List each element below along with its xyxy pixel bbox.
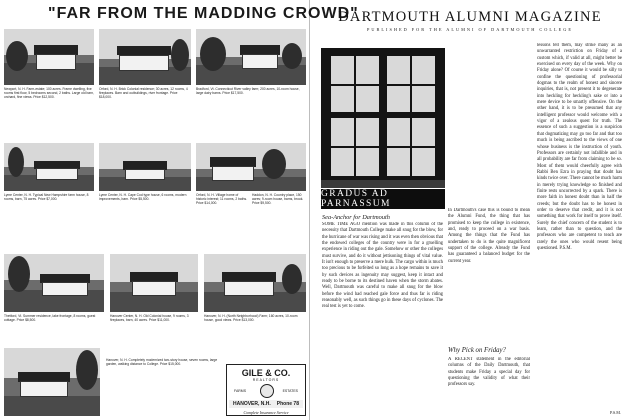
listing-photo-thetford <box>4 254 104 312</box>
listing-photo-hanover-north <box>204 254 306 312</box>
article-paragraph: In Dartmouth's case this is bound to mean the Alumni Fund, the thing that has promised to keep the college in existence, and, ready to proceed on a war basis. Among the things that the Fund has undertaken to do is the quite magnificent support of the college. Already the Fund has guaranteed a balanced budget for the current year. <box>448 208 530 264</box>
realtor-estates-label: ESTATES <box>282 389 298 393</box>
listing-photo-orford-brick <box>99 29 191 85</box>
realtor-emblem-icon <box>260 384 274 398</box>
listing-caption: Hanover, N. H. (North Neighborhood) Farm; 160 acres, 10-room house, good views. Price $13,000. <box>204 314 298 323</box>
listing-caption: Lyme Center, N. H. Cape Cod type house, 6 rooms, modern improvements, barn. Price $5,500. <box>99 193 187 202</box>
listing-caption: Hanover Center, N. H. Old Colonial house, 9 rooms, 3 fireplaces, barn, 40 acres. Price $11,000. <box>110 314 189 323</box>
listing-caption: Hanover, N. H. Completely modernized two-story house, seven rooms, large garden, walking distance to College. Price $15,000. <box>106 358 218 367</box>
realtor-tagline: Complete Insurance Service <box>243 410 289 415</box>
listing-caption: Newport, N. H. Farm-estate; 100 acres. Frame dwelling, five rooms first floor, 5 bedrooms second, 2 baths. Large old barn, orchard, fine views. Price $12,500. <box>4 87 94 100</box>
listing-caption: Lyme Center, N. H. Typical New Hampshire farm house, 8 rooms, barn, 75 acres. Price $7,000. <box>4 193 89 202</box>
listing-caption: Orford, N. H. Brick Colonial residence; 30 acres, 12 rooms, 4 fireplaces. Barn and outbuildings, river frontage. Price $18,000. <box>99 87 188 100</box>
listing-photo-lyme-cape <box>99 143 191 191</box>
author-signoff: P.S.M. <box>609 410 621 415</box>
listing-photo-lyme-farm <box>4 143 94 191</box>
article-paragraph: lessons tell them, may strike many as an unwarranted restriction on Friday of a custom which, if valid at all, might better be exercised on every day of the week. Why on Friday alone? Of course it would be silly to confine the questioning of professorial dogmas to the realm of honest and sincere inquiries, that is, not present it to degenerate into heckling for heckling's sake or into a mere device to be smartly offensive. On the other hand, it is to be presumed that any intelligent professor would welcome with a vigor of a zealous quest for truth. The essence of such a suggestion is a suspicion that dogmatizing may go too far and that too much is being ascribed to the views of one whose business is the instruction of youth. Professors are certainly not infallible and in all probability are far from claiming to be so. Most of them would cheerfully agree with Rabbi Ben Ezra in praying that doubt has kinds twice over. There cannot be much harm in merely trying knowledge so finished and finite rests uncorrected by a spark. There is more faith in honest doubt than in half the creeds; but the doubt has to be honest in order to deserve that credit, and it is not something that work for itself to prove itself. Surely the chief concern of the student is to learn, rather than to question, and the professors who are competent to teach are rarely the ones who would resent being questioned. P.S.M. <box>537 43 622 251</box>
article-column-3 <box>537 43 622 409</box>
section-heading-friday: Why Pick on Friday? <box>448 347 506 354</box>
listing-photo-hanover-center <box>110 254 198 312</box>
realtor-phone: Phone 78 <box>276 401 299 407</box>
column-banner <box>321 189 445 209</box>
listing-photo-newport <box>4 29 94 85</box>
listing-photo-orford-village <box>196 143 306 191</box>
listing-caption: Bradford, Vt. Connecticut River valley farm; 200 acres, 10-room house, large dairy barns. Price $17,500. <box>196 87 300 96</box>
realtor-subtitle: REALTORS <box>252 378 280 382</box>
realtor-city: HANOVER, N.H. <box>233 401 271 407</box>
realtor-name: GILE & CO. <box>241 368 291 378</box>
article-column-2 <box>448 208 530 342</box>
article-column-2b <box>448 357 530 409</box>
realtor-advertisement <box>226 364 306 416</box>
article-paragraph: SOME TIME AGO mention was made in this column of the necessity that Dartmouth College make all snug for the blow, for the hurricane of war was rising and it was even then obvious that the endowed colleges of the country were in for a gruelling experience in riding out the gale. Somehow or other the colleges must survive, and do it without jettisoning things of vital value. It isn't enough to preserve a mere hulk. The cargo within is much too precious to be forfeited so long as a hope remains to save it by such devices as ingenuity may suggest, keep it intact and ready to be borne to its destined haven when the storm abates. Well, Dartmouth was careful to make all snug for the blow before the wind had reached gale force and thus far is riding reasonably well, as such things go in these days of cyclones. The real test is yet to come. <box>322 222 443 310</box>
listing-photo-hanover-modern <box>4 348 100 416</box>
article-column-1 <box>322 222 443 408</box>
listing-caption: Thetford, Vt. Summer residence, lake frontage, 8 rooms, guest cottage. Price $8,500. <box>4 314 96 323</box>
magazine-masthead: DARTMOUTH ALUMNI MAGAZINE <box>338 9 602 25</box>
realtor-farms-label: FARMS <box>234 389 247 393</box>
left-page-title: "FAR FROM THE MADDING CROWD" <box>48 5 359 22</box>
listing-caption: Orford, N. H. Village home of historic interest; 11 rooms, 2 baths. Price $14,000. <box>196 193 248 206</box>
listing-caption: Haddon, N. H. Country place, 150 acres; 9-room house, barns, brook. Price $9,500. <box>252 193 304 206</box>
listing-photo-bradford <box>196 29 306 85</box>
window-photo <box>321 48 445 188</box>
article-paragraph: A RECENT statement in the editorial columns of the Daily Dartmouth, that students make Friday a special day for questioning the validity of what their professors say. <box>448 357 530 388</box>
page-gutter <box>309 0 310 420</box>
section-heading: Sea-Anchor for Dartmouth <box>322 214 390 221</box>
magazine-subhead: PUBLISHED FOR THE ALUMNI OF DARTMOUTH COLLEGE <box>367 27 573 32</box>
banner-title: GRADUS AD PARNASSUM <box>321 189 391 209</box>
